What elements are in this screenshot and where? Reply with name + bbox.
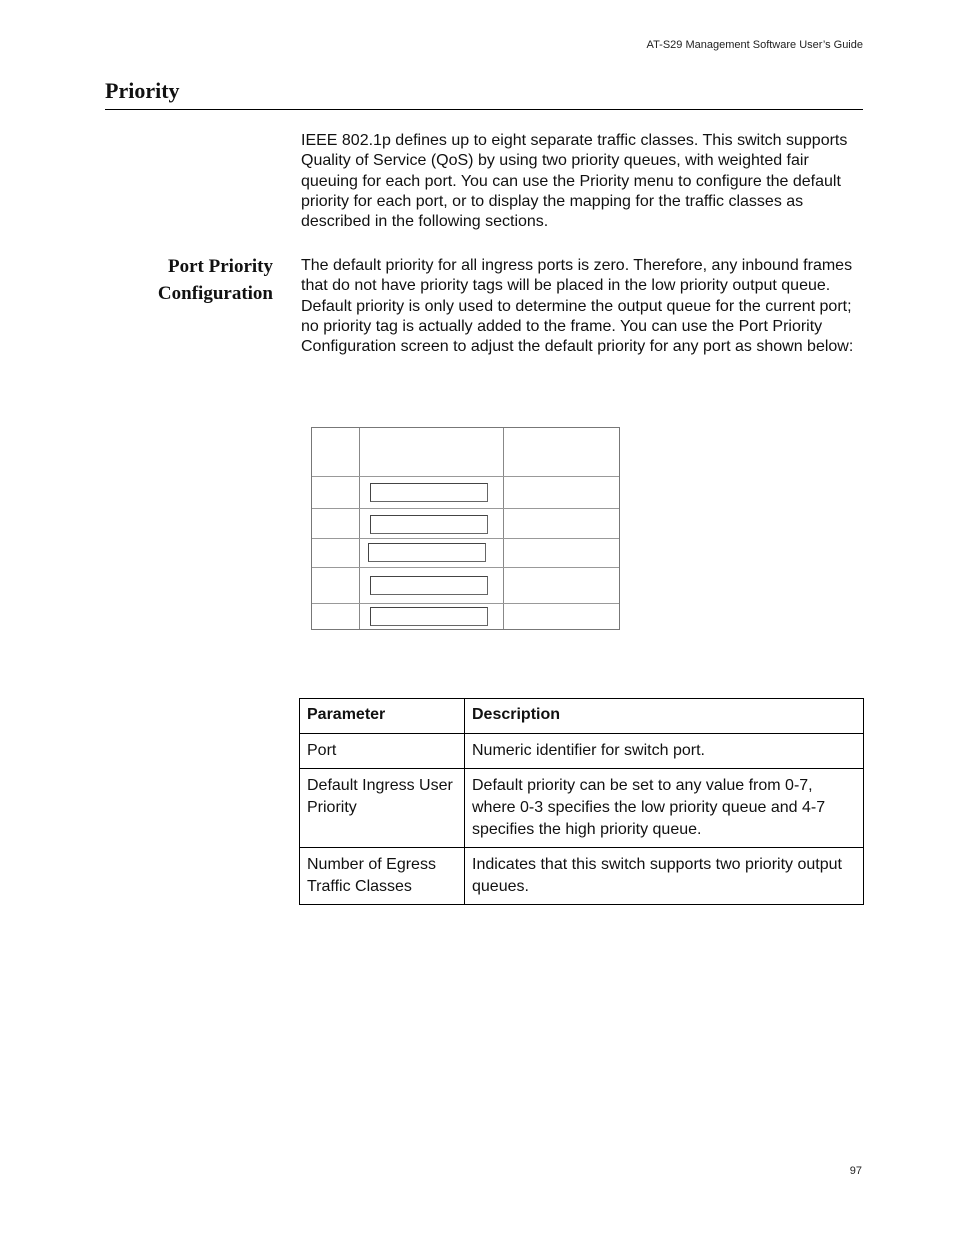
description-cell: Default priority can be set to any value from 0-7, where 0-3 specifies the low priority queue and 4-7 specifies the high priority queue.	[465, 769, 864, 848]
page-number: 97	[849, 1165, 862, 1177]
default-priority-input[interactable]	[370, 576, 488, 595]
port-priority-config-screen	[311, 427, 620, 630]
port-priority-paragraph: The default priority for all ingress ports is zero. Therefore, any inbound frames that do not have priority tags will be placed in the low priority output queue. Default priority is only used to determine the output queue for the current port; no priority tag is actually added to the frame. You can use the Port Priority Configuration screen to adjust the default priority for any port as shown below:	[301, 257, 854, 356]
row-divider	[312, 567, 619, 568]
table-row	[300, 848, 864, 905]
column-divider	[359, 428, 360, 629]
description-cell: Indicates that this switch supports two priority output queues.	[465, 848, 864, 905]
row-divider	[312, 476, 619, 477]
parameter-cell: Port	[300, 734, 465, 769]
row-divider	[312, 508, 619, 509]
table-header-row	[300, 699, 864, 734]
section-title: Priority	[105, 78, 180, 103]
row-divider	[312, 538, 619, 539]
parameter-cell: Number of Egress Traffic Classes	[300, 848, 465, 905]
parameter-cell: Default Ingress User Priority	[300, 769, 465, 848]
default-priority-input[interactable]	[370, 483, 488, 502]
running-header: AT-S29 Management Software User’s Guide	[646, 39, 863, 51]
parameter-table	[299, 698, 864, 905]
default-priority-input[interactable]	[368, 543, 486, 562]
table-row	[300, 769, 864, 848]
subsection-heading-line2: Configuration	[157, 283, 273, 304]
row-divider	[312, 603, 619, 604]
subsection-heading	[105, 253, 273, 307]
column-divider	[503, 428, 504, 629]
intro-paragraph: IEEE 802.1p defines up to eight separate traffic classes. This switch supports Quality of Service (QoS) by using two priority queues, with weighted fair queuing for each port. You can use the Priority menu to configure the default priority for each port, or to display the mapping for the traffic classes as described in the following sections.	[301, 132, 848, 231]
column-header-description: Description	[465, 699, 864, 734]
section-divider	[105, 109, 863, 110]
default-priority-input[interactable]	[370, 607, 488, 626]
subsection-heading-line1: Port Priority	[168, 256, 273, 277]
column-header-parameter: Parameter	[300, 699, 465, 734]
table-row	[300, 734, 864, 769]
default-priority-input[interactable]	[370, 515, 488, 534]
description-cell: Numeric identifier for switch port.	[465, 734, 864, 769]
